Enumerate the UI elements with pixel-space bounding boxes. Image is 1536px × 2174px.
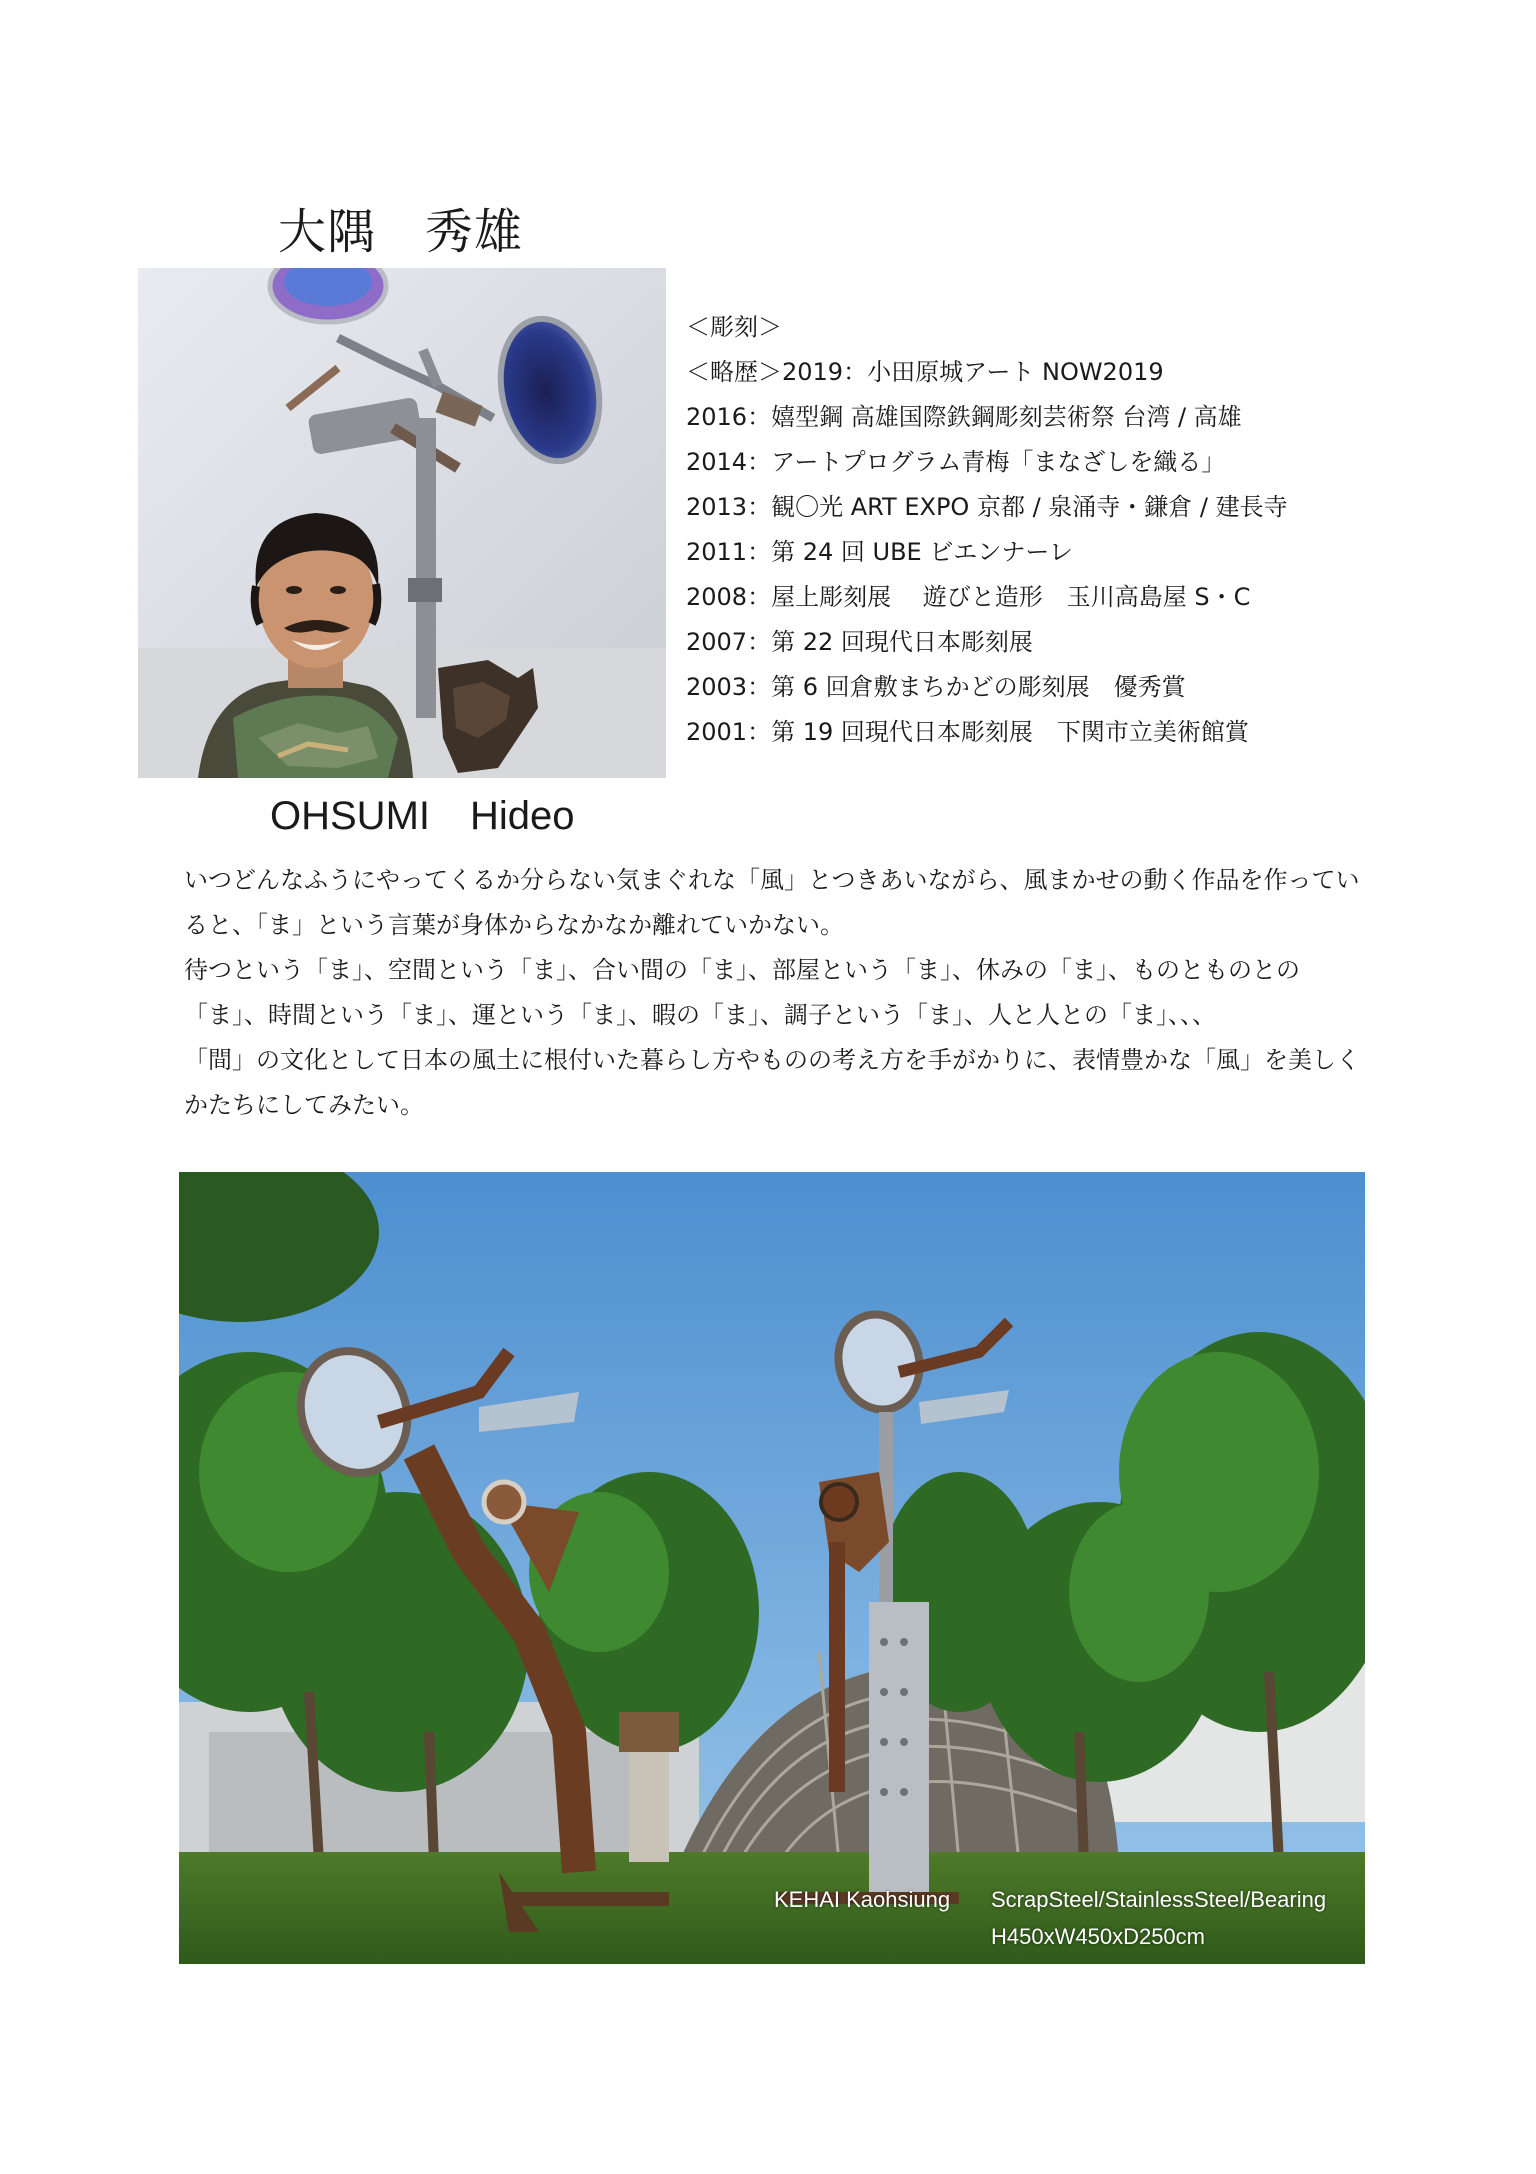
statement-paragraph: 「間」の文化として日本の風土に根付いた暮らし方やものの考え方を手がかりに、表情豊かな「風」を美しくかたちにしてみたい。 bbox=[184, 1046, 1360, 1119]
bio-entry: 2003：第 6 回倉敷まちかどの彫刻展 優秀賞 bbox=[686, 673, 1186, 701]
bio-entry: 2016：嬉型鋼 高雄国際鉄鋼彫刻芸術祭 台湾 / 高雄 bbox=[686, 403, 1242, 431]
bio-entry: 2011：第 24 回 UBE ビエンナーレ bbox=[686, 538, 1073, 566]
bio-entry: 2008：屋上彫刻展 遊びと造形 玉川高島屋 S・C bbox=[686, 583, 1251, 611]
artist-portrait-photo bbox=[138, 268, 666, 778]
statement-paragraph: 待つという「ま」、空間という「ま」、合い間の「ま」、部屋という「ま」、休みの「ま」、ものとものとの「ま」、時間という「ま」、運という「ま」、暇の「ま」、調子という「ま」、人と人との「ま」、、、 bbox=[184, 956, 1300, 1029]
bio-entry: 2013：観〇光 ART EXPO 京都 / 泉涌寺・鎌倉 / 建長寺 bbox=[686, 493, 1288, 521]
statement-paragraph: いつどんなふうにやってくるか分らない気まぐれな「風」とつきあいながら、風まかせの動く作品を作っていると、「ま」という言葉が身体からなかなか離れていかない。 bbox=[184, 866, 1360, 939]
bio-entry: 2007：第 22 回現代日本彫刻展 bbox=[686, 628, 1033, 656]
artist-biography bbox=[686, 305, 1506, 755]
artwork-photo bbox=[179, 1172, 1365, 1964]
artist-name-english: OHSUMI Hideo bbox=[270, 794, 575, 838]
artist-statement bbox=[184, 858, 1364, 1128]
artist-name-japanese: 大隅 秀雄 bbox=[278, 204, 524, 260]
bio-entry: 2014：アートプログラム青梅「まなざしを織る」 bbox=[686, 448, 1226, 476]
artwork-dimensions-caption: H450xW450xD250cm bbox=[991, 1924, 1205, 1949]
artwork-title-caption: KEHAI Kaohsiung bbox=[774, 1887, 951, 1912]
artwork-materials-caption: ScrapSteel/StainlessSteel/Bearing bbox=[991, 1887, 1327, 1912]
bio-category-heading: ＜彫刻＞ bbox=[686, 313, 782, 341]
bio-entry: 2001：第 19 回現代日本彫刻展 下関市立美術館賞 bbox=[686, 718, 1249, 746]
bio-entry: ＜略歴＞2019：小田原城アート NOW2019 bbox=[686, 358, 1164, 386]
